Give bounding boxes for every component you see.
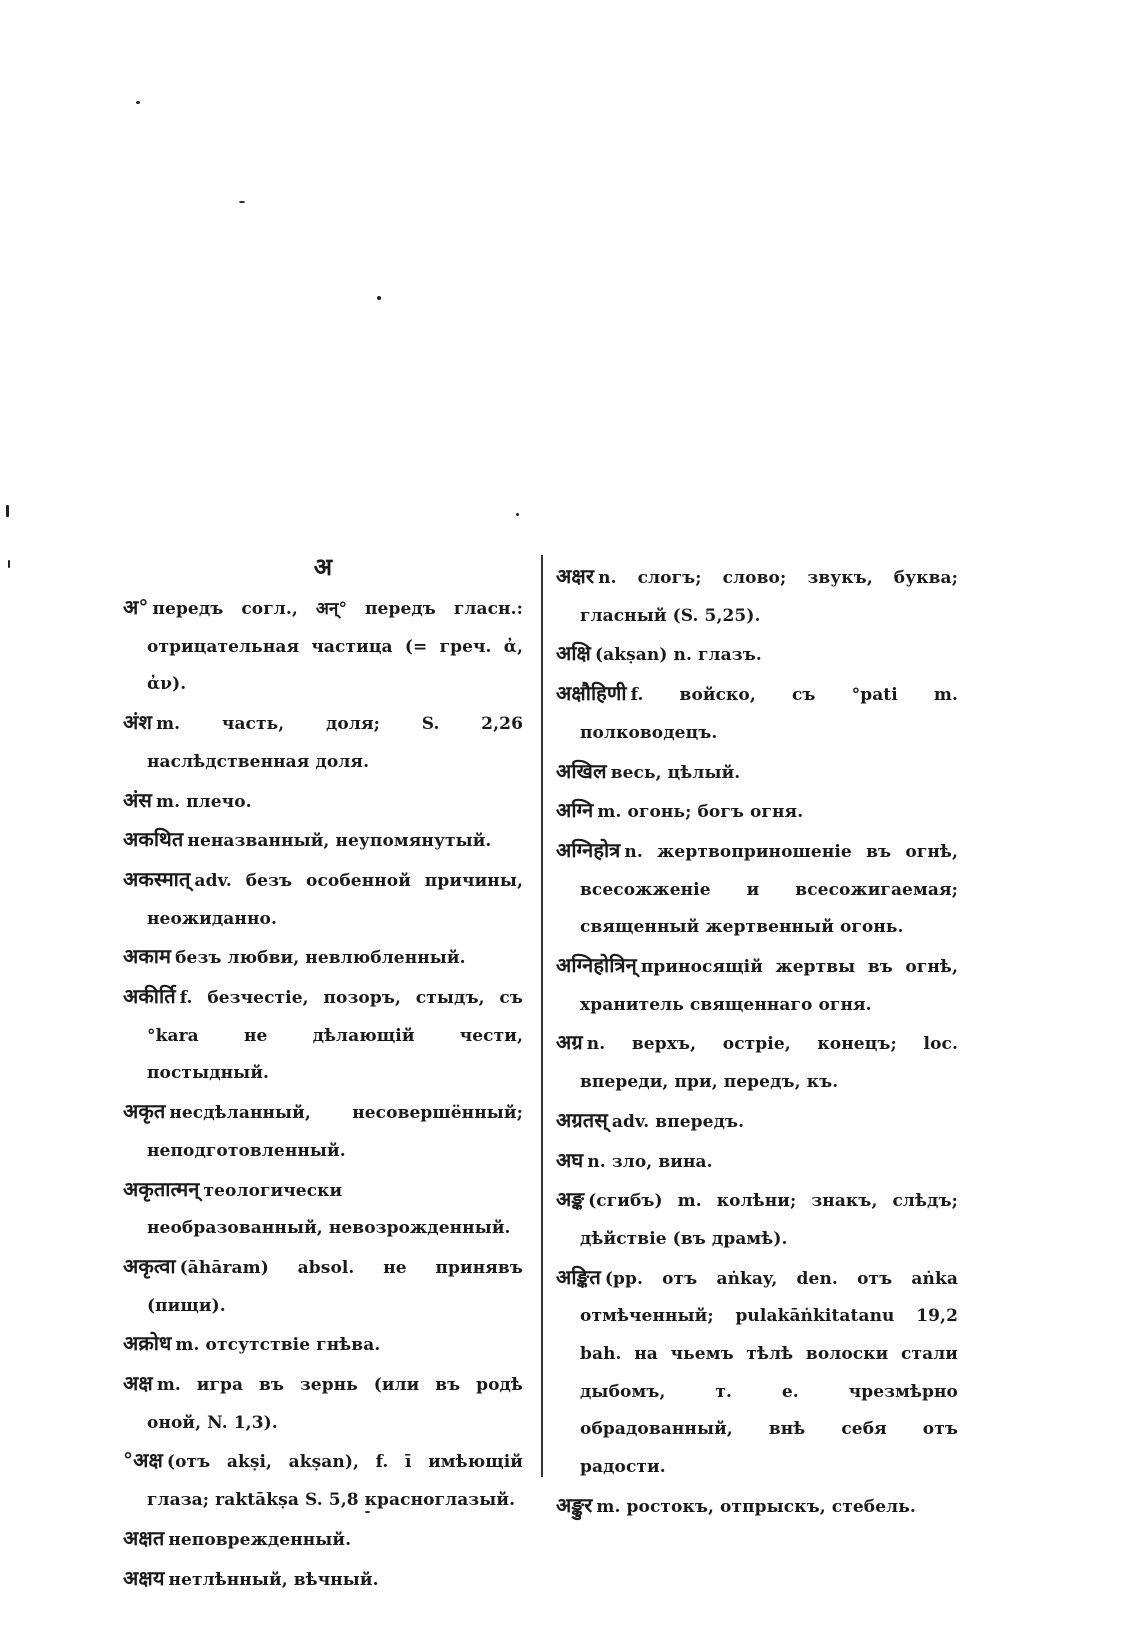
dictionary-entry <box>556 832 958 947</box>
entry-headword: अकृत <box>123 1099 166 1124</box>
entry-definition: adv. безъ особенной причины, неожиданно. <box>147 870 523 929</box>
entry-definition: m. игра въ зернь (или въ родѣ оной, N. 1,3). <box>147 1375 523 1433</box>
entry-headword: अग्र <box>556 1030 583 1055</box>
dictionary-entry <box>123 978 523 1093</box>
dictionary-entry <box>556 635 958 675</box>
entry-headword: अक्षौहिणी <box>556 681 627 706</box>
left-entries <box>123 589 523 1599</box>
entry-headword: अक्षय <box>123 1565 165 1590</box>
dictionary-entry <box>556 1259 958 1487</box>
dictionary-entry <box>123 782 523 822</box>
scan-speck <box>8 560 10 568</box>
dictionary-entry <box>556 1181 958 1258</box>
dictionary-entry <box>123 938 523 978</box>
entry-headword: अंश <box>123 710 153 735</box>
entry-headword: अकृतात्मन् <box>123 1176 200 1201</box>
entry-headword: अक्षर <box>556 564 595 588</box>
entry-headword: अग्निहोत्रिन् <box>556 953 637 978</box>
entry-definition: (akṣan) n. глазъ. <box>595 645 762 666</box>
entry-definition: m. плечо. <box>156 791 252 812</box>
entry-headword: अक्रोध <box>123 1331 172 1356</box>
entry-definition: n. жертвоприношеніе въ огнѣ, всесожженіе и всесожигаемая; священный жертвенный огонь. <box>580 841 958 938</box>
dictionary-entry <box>123 1171 523 1248</box>
entry-definition: несдѣланный, несовершённый; неподготовленный. <box>147 1103 523 1161</box>
dictionary-entry <box>123 704 523 781</box>
entry-headword: अंस <box>123 787 152 812</box>
entry-definition: (сгибъ) m. колѣни; знакъ, слѣдъ; дѣйствіе (въ драмѣ). <box>580 1191 958 1249</box>
dictionary-entry <box>556 558 958 635</box>
entry-definition: n. верхъ, остріе, конецъ; loc. впереди, при, передъ, къ. <box>580 1034 958 1093</box>
dictionary-entry <box>123 1560 523 1600</box>
dictionary-entry <box>123 1325 523 1365</box>
entry-definition: n. зло, вина. <box>587 1151 713 1172</box>
dictionary-entry <box>123 589 523 704</box>
dictionary-entry <box>556 1487 958 1527</box>
entry-definition: m. огонь; богъ огня. <box>597 802 804 823</box>
entry-definition: теологически необразованный, невозрожденный. <box>147 1180 511 1239</box>
column-divider <box>541 555 543 1477</box>
dictionary-entry <box>556 753 958 793</box>
dictionary-entry <box>556 792 958 832</box>
dictionary-entry <box>123 1442 523 1519</box>
right-column <box>556 558 958 1527</box>
entry-headword: अकाम <box>123 944 172 969</box>
entry-definition: adv. впередъ. <box>611 1111 745 1132</box>
entry-definition: весь, цѣлый. <box>610 762 741 783</box>
entry-headword: अकृत्वा <box>123 1253 176 1278</box>
entry-headword: °अक्ष <box>123 1448 163 1473</box>
entry-headword: अक्षि <box>556 641 591 666</box>
entry-headword: अघ <box>556 1147 584 1172</box>
entry-headword: अखिल <box>556 758 607 783</box>
dictionary-entry <box>556 1024 958 1101</box>
entry-headword: अकस्मात् <box>123 866 191 891</box>
entry-headword: अङ्कुर <box>556 1492 593 1517</box>
entry-definition: m. отсутствіе гнѣва. <box>175 1335 381 1356</box>
entry-definition: n. слогъ; слово; звукъ, буква; гласный (S. 5,25). <box>580 568 958 626</box>
entry-headword: अग्रतस् <box>556 1107 608 1132</box>
scan-speck <box>6 505 9 517</box>
entry-headword: अङ्कित <box>556 1264 601 1289</box>
entry-definition: m. часть, доля; S. 2,26 наслѣдственная доля. <box>147 714 523 772</box>
dictionary-entry <box>556 947 958 1024</box>
dictionary-entry <box>556 1142 958 1182</box>
dictionary-entry <box>123 1248 523 1325</box>
entry-headword: अक्ष <box>123 1371 153 1396</box>
entry-definition: неповрежденный. <box>168 1529 352 1550</box>
entry-definition: (pp. отъ aṅkay, den. отъ aṅka отмѣченный; pulakāṅkitatanu 19,2 bah. на чьемъ тѣлѣ волоски стали дыбомъ, т. е. чрезмѣрно обрадованный, внѣ себя отъ радости. <box>580 1268 958 1478</box>
entry-definition: (отъ akṣi, akṣan), f. ī имѣющій глаза; raktākṣa S. 5,8 красноглазый. <box>147 1452 523 1511</box>
entry-definition: нетлѣнный, вѣчный. <box>168 1569 379 1590</box>
entry-definition: (āhāram) absol. не принявъ (пищи). <box>147 1257 523 1316</box>
entry-definition: m. ростокъ, отпрыскъ, стебель. <box>596 1496 916 1517</box>
entry-definition: f. войско, съ °pati m. полководецъ. <box>580 685 958 743</box>
scan-speck <box>239 201 245 203</box>
entry-definition: приносящій жертвы въ огнѣ, хранитель священнаго огня. <box>580 957 958 1015</box>
dictionary-entry <box>123 1365 523 1442</box>
entry-headword: अङ्क <box>556 1187 585 1212</box>
scan-speck <box>377 296 381 300</box>
entry-definition: передъ согл., अन्° передъ гласн.: отрицательная частица (= греч. ἀ, ἀν). <box>147 599 523 695</box>
dictionary-entry <box>123 1093 523 1170</box>
letter-heading: अ <box>313 552 333 581</box>
entry-headword: अक्षत <box>123 1525 165 1550</box>
entry-headword: अकीर्ति <box>123 984 176 1009</box>
entry-headword: अ° <box>123 595 149 619</box>
entry-definition: неназванный, неупомянутый. <box>187 831 492 852</box>
entry-headword: अकथित <box>123 827 184 852</box>
dictionary-entry <box>123 861 523 938</box>
scan-speck <box>136 101 140 104</box>
scan-speck <box>516 513 519 516</box>
dictionary-entry <box>123 1520 523 1560</box>
left-column <box>123 552 523 1599</box>
entry-definition: безъ любви, невлюбленный. <box>175 948 466 969</box>
entry-definition: f. безчестіе, позоръ, стыдъ, съ °kara не дѣлающій чести, постыдный. <box>147 988 523 1084</box>
entry-headword: अग्निहोत्र <box>556 837 621 862</box>
dictionary-entry <box>123 821 523 861</box>
dictionary-entry <box>556 1102 958 1142</box>
entry-headword: अग्नि <box>556 798 594 823</box>
right-entries <box>556 558 958 1527</box>
dictionary-entry <box>556 675 958 752</box>
